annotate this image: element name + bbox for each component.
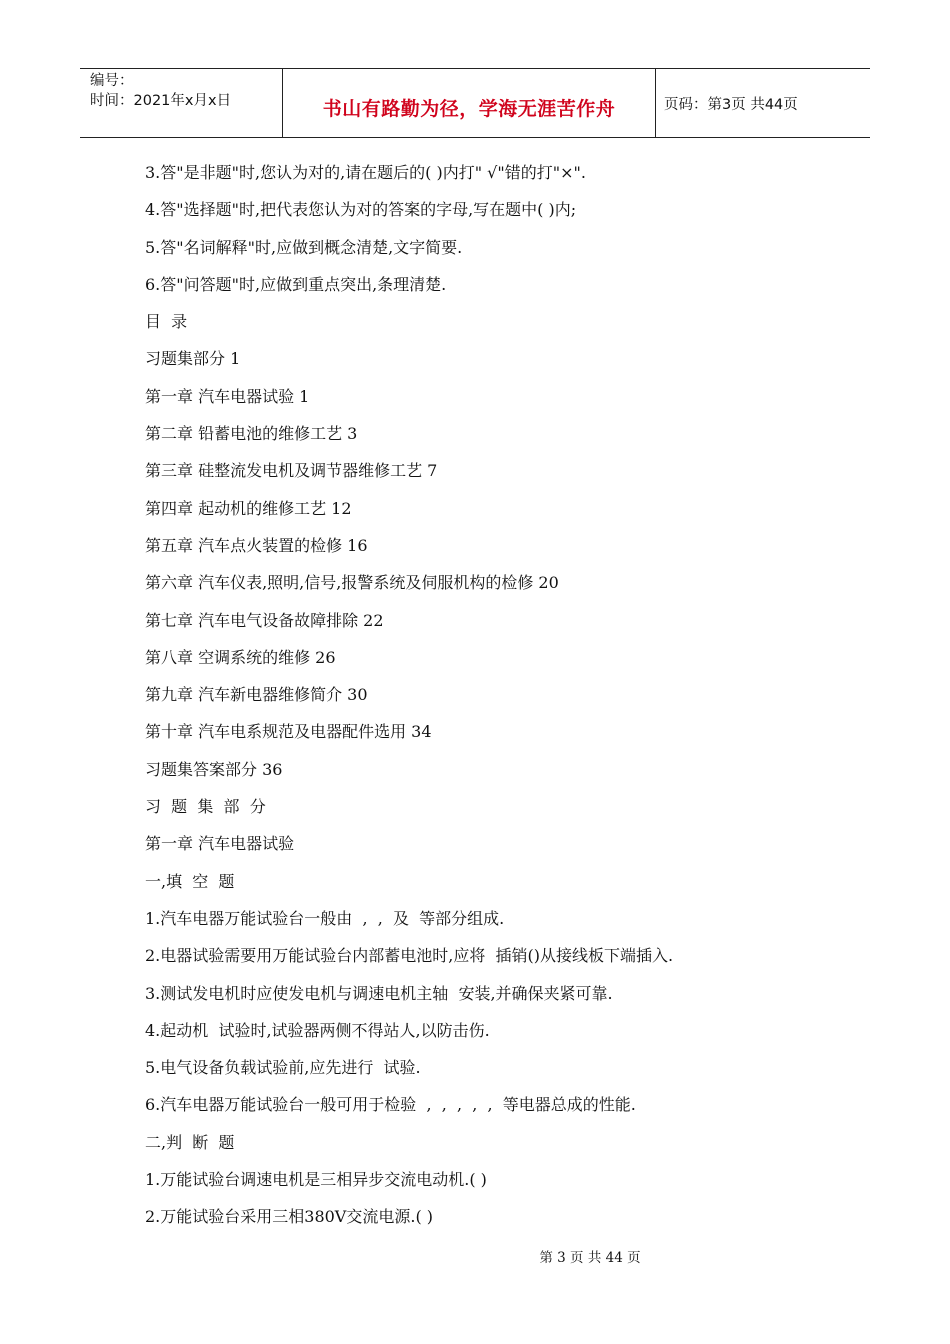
toc-entry: 第一章 汽车电器试验 1: [145, 386, 310, 406]
toc-entry: 习题集答案部分 36: [145, 759, 283, 779]
question-type-heading: 二,判 断 题: [145, 1132, 235, 1152]
section-heading: 习 题 集 部 分: [145, 797, 266, 817]
question-item: 2.万能试验台采用三相380V交流电源.( ): [145, 1207, 434, 1227]
header-page-info-cell: [656, 69, 870, 137]
question-item: 1.万能试验台调速电机是三相异步交流电动机.( ): [145, 1170, 487, 1190]
body-line: 6.答"问答题"时,应做到重点突出,条理清楚.: [145, 274, 447, 294]
toc-entry: 第五章 汽车点火装置的检修 16: [145, 535, 368, 555]
toc-entry: 第九章 汽车新电器维修简介 30: [145, 685, 368, 705]
toc-entry: 第六章 汽车仪表,照明,信号,报警系统及伺服机构的检修 20: [145, 573, 559, 593]
footer-page-number: 第 3 页 共 44 页: [539, 1250, 641, 1266]
question-item: 6.汽车电器万能试验台一般可用于检验 , , , , , 等电器总成的性能.: [145, 1095, 636, 1115]
header-motto-cell: [282, 69, 656, 137]
toc-entry: 第八章 空调系统的维修 26: [145, 647, 336, 667]
document-number-label: 编号：: [90, 73, 134, 89]
toc-entry: 第四章 起动机的维修工艺 12: [145, 498, 352, 518]
header-meta: [80, 69, 282, 137]
toc-heading: 目 录: [145, 312, 188, 332]
body-line: 4.答"选择题"时,把代表您认为对的答案的字母,写在题中( )内;: [145, 200, 577, 220]
document-body: [145, 158, 845, 1240]
question-item: 2.电器试验需要用万能试验台内部蓄电池时,应将 插销()从接线板下端插入.: [145, 946, 674, 966]
toc-entry: 习题集部分 1: [145, 349, 241, 369]
toc-entry: 第十章 汽车电系规范及电器配件选用 34: [145, 722, 432, 742]
question-type-heading: 一,填 空 题: [145, 871, 235, 891]
page-footer: [0, 1246, 950, 1266]
body-line: 5.答"名词解释"时,应做到概念清楚,文字简要.: [145, 237, 463, 257]
document-time-label: 时间：2021年x月x日: [90, 93, 232, 109]
chapter-heading: 第一章 汽车电器试验: [145, 834, 295, 854]
toc-entry: 第三章 硅整流发电机及调节器维修工艺 7: [145, 461, 438, 481]
header-page-info: 页码：第3页 共44页: [664, 96, 798, 113]
question-item: 4.起动机 试验时,试验器两侧不得站人,以防击伤.: [145, 1020, 490, 1040]
toc-entry: 第七章 汽车电气设备故障排除 22: [145, 610, 384, 630]
question-item: 3.测试发电机时应使发电机与调速电机主轴 安装,并确保夹紧可靠.: [145, 983, 613, 1003]
page-header: [80, 68, 870, 138]
question-item: 1.汽车电器万能试验台一般由 , , 及 等部分组成.: [145, 908, 505, 928]
header-motto: 书山有路勤为径，学海无涯苦作舟: [322, 97, 616, 120]
question-item: 5.电气设备负载试验前,应先进行 试验.: [145, 1058, 421, 1078]
toc-entry: 第二章 铅蓄电池的维修工艺 3: [145, 424, 358, 444]
body-line: 3.答"是非题"时,您认为对的,请在题后的( )内打" √"错的打"×".: [145, 163, 586, 182]
